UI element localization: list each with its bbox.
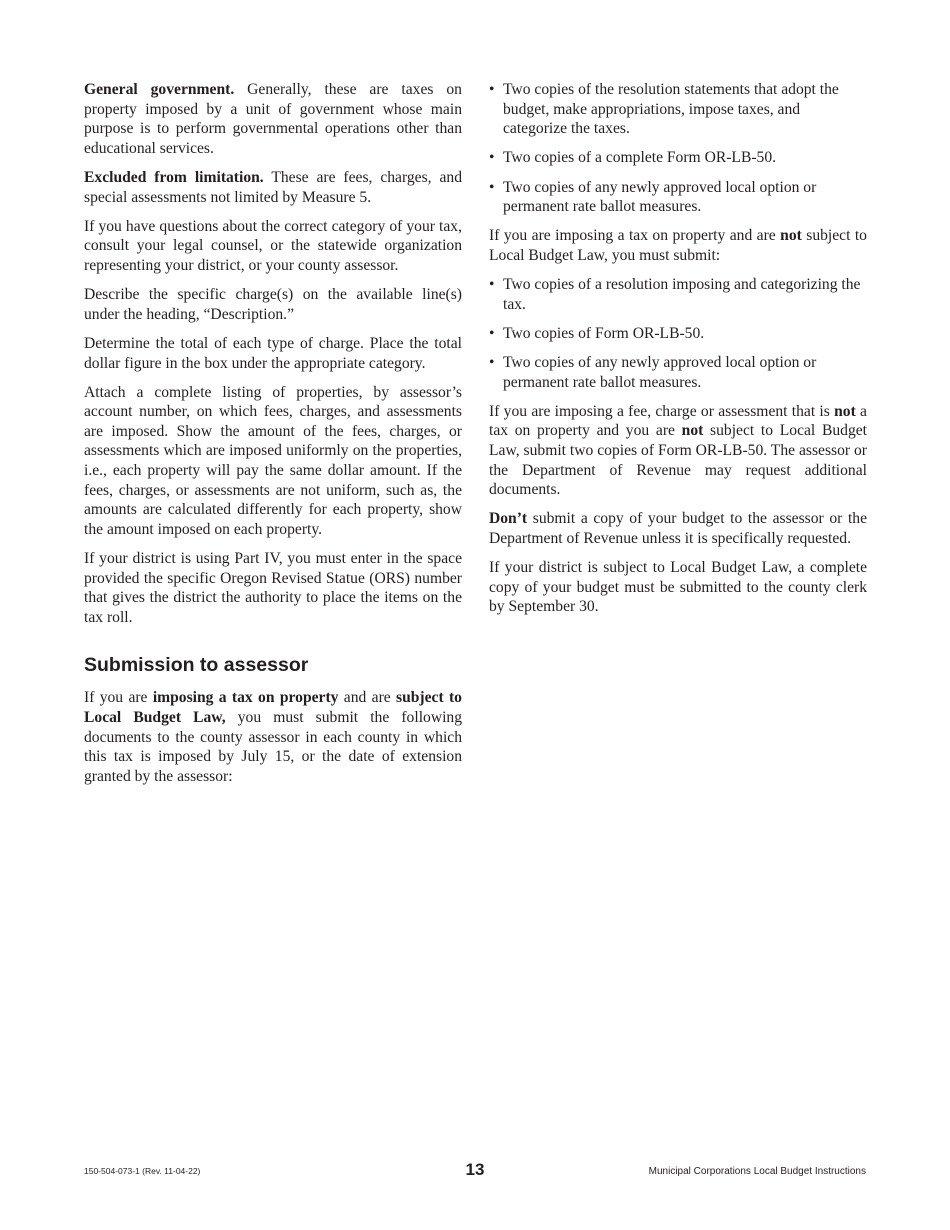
bullet-icon: •	[489, 354, 495, 372]
submission-paragraph: If you are imposing a tax on property and are subject to Local Budget Law, you must submit the following documents to the county assessor in each county in which this tax is imposed by July 15, or the date of extension granted by the assessor:	[84, 689, 463, 785]
bullet-icon: •	[489, 276, 495, 294]
county-clerk-paragraph: If your district is subject to Local Budget Law, a complete copy of your budget must be submitted to the county clerk by September 30.	[489, 559, 867, 616]
page-footer	[84, 1160, 866, 1184]
excluded-from-limitation-paragraph: Excluded from limitation. These are fees, charges, and special assessments not limited by Measure 5.	[84, 168, 462, 206]
left-column	[84, 80, 462, 796]
general-government-paragraph: General government. Generally, these are taxes on property imposed by a unit of government whose main purpose is to perform governmental operations other than educational services.	[84, 81, 462, 157]
bullet-icon: •	[489, 81, 495, 98]
list-item: • Two copies of Form OR-LB-50.	[489, 324, 705, 342]
list-item: • Two copies of a resolution imposing and categorizing the tax.	[489, 276, 861, 313]
section-heading: Submission to assessor	[84, 654, 309, 677]
fee-charge-paragraph: If you are imposing a fee, charge or assessment that is not a tax on property and you are not subject to Local Budget Law, submit two copies of Form OR-LB-50. The assessor or the Department of Revenue may request additional documents.	[489, 402, 867, 499]
page-number: 13	[465, 1160, 485, 1179]
dont-submit-paragraph: Don’t submit a copy of your budget to the assessor or the Department of Revenue unless it is specifically requested.	[489, 510, 867, 548]
list-item: • Two copies of the resolution statements that adopt the budget, make appropriations, impose taxes, and categorize the taxes.	[489, 81, 839, 138]
document-title: Municipal Corporations Local Budget Instructions	[648, 1166, 866, 1177]
part-iv-paragraph: If your district is using Part IV, you must enter in the space provided the specific Oregon Revised Statue (ORS) number that gives the district the authority to place the items on the tax roll.	[84, 550, 462, 626]
describe-paragraph: Describe the specific charge(s) on the available line(s) under the heading, “Description.”	[84, 286, 462, 323]
questions-paragraph: If you have questions about the correct category of your tax, consult your legal counsel, or the statewide organization representing your district, or your county assessor.	[84, 217, 462, 274]
right-column	[489, 80, 867, 627]
list-item: • Two copies of a complete Form OR-LB-50.	[489, 149, 777, 167]
attach-listing-paragraph: Attach a complete listing of properties, by assessor’s account number, on which fees, charges, and assessments are imposed. Show the amount of the fees, charges, or assessments which are imposed uniformly on the properties, i.e., each property will pay the same dollar amount. If the fees, charges, or assessments are not uniform, such as, the amounts are calculated differently for each property, show the amount imposed on each property.	[84, 383, 462, 538]
bullet-icon: •	[489, 149, 495, 167]
determine-total-paragraph: Determine the total of each type of charge. Place the total dollar figure in the box under the appropriate category.	[84, 334, 462, 372]
form-number: 150-504-073-1 (Rev. 11-04-22)	[84, 1166, 201, 1176]
not-subject-paragraph: If you are imposing a tax on property and are not subject to Local Budget Law, you must submit:	[489, 227, 867, 264]
list-item: • Two copies of any newly approved local option or permanent rate ballot measures.	[489, 178, 817, 216]
bullet-icon: •	[489, 178, 495, 196]
list-item: • Two copies of any newly approved local option or permanent rate ballot measures.	[489, 354, 817, 391]
bullet-icon: •	[489, 324, 495, 342]
